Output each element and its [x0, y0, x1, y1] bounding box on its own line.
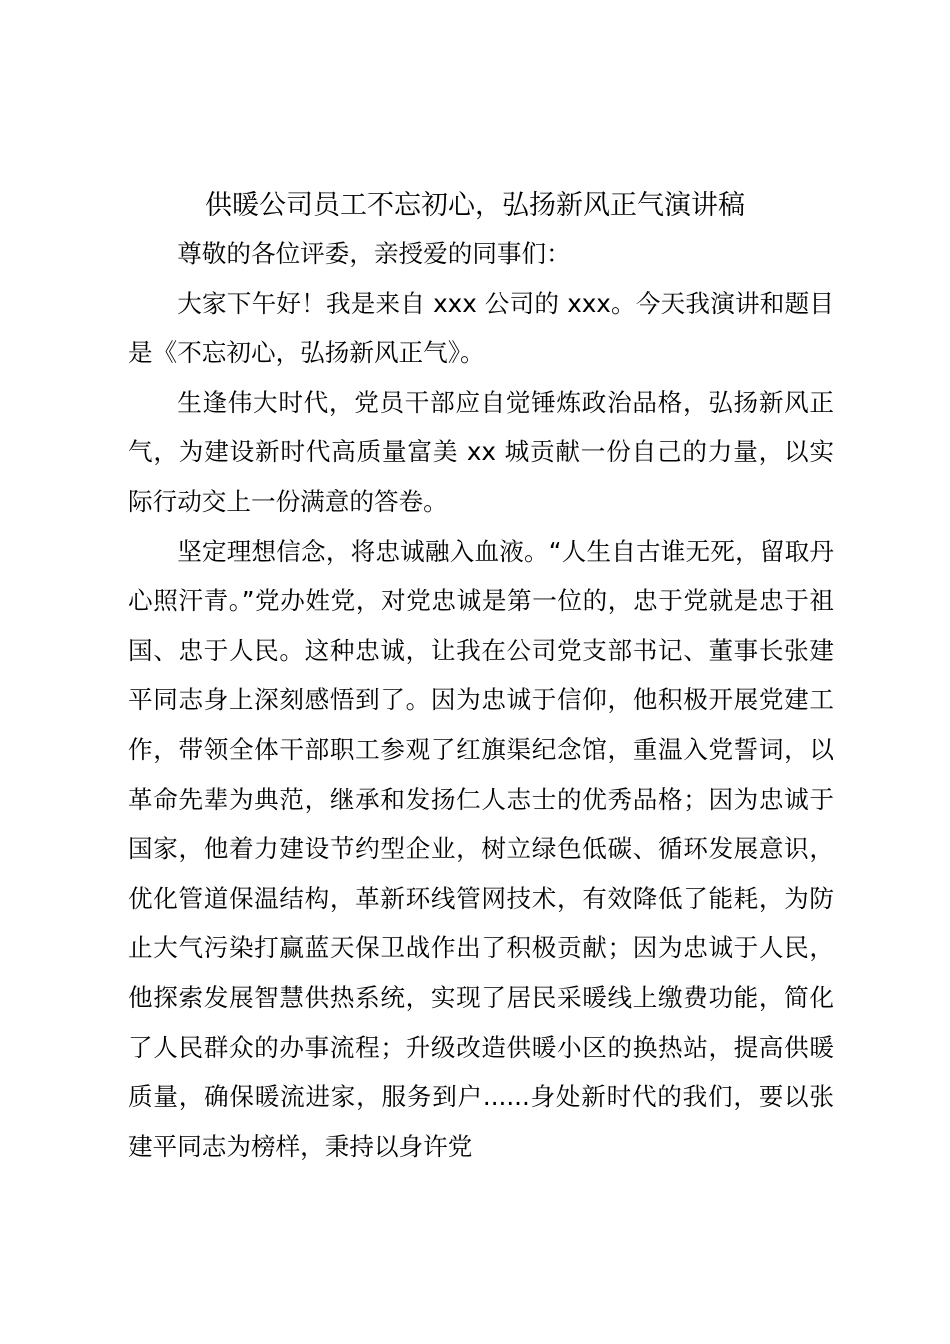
- salutation: 尊敬的各位评委，亲授爱的同事们：: [177, 239, 571, 268]
- paragraph-greeting: 大家下午好！我是来自 xxx 公司的 xxx。今天我演讲和题目是《不忘初心，弘扬新风正气》。: [128, 288, 834, 368]
- document-body: [128, 229, 834, 1171]
- document-title: 供暖公司员工不忘初心，弘扬新风正气演讲稿: [205, 190, 745, 221]
- paragraph-era: 生逢伟大时代，党员干部应自觉锤炼政治品格，弘扬新风正气，为建设新时代高质量富美 xx 城贡献一份自己的力量，以实际行动交上一份满意的答卷。: [128, 387, 834, 516]
- paragraph-loyalty: 坚定理想信念，将忠诚融入血液。“人生自古谁无死，留取丹心照汗青。”党办姓党，对党忠诚是第一位的，忠于党就是忠于祖国、忠于人民。这种忠诚，让我在公司党支部书记、董事长张建平同志身上深刻感悟到了。因为忠诚于信仰，他积极开展党建工作，带领全体干部职工参观了红旗渠纪念馆，重温入党誓词，以革命先辈为典范，继承和发扬仁人志士的优秀品格；因为忠诚于国家，他着力建设节约型企业，树立绿色低碳、循环发展意识，优化管道保温结构，革新环线管网技术，有效降低了能耗，为防止大气污染打赢蓝天保卫战作出了积极贡献；因为忠诚于人民，他探索发展智慧供热系统，实现了居民采暖线上缴费功能，简化了人民群众的办事流程；升级改造供暖小区的换热站，提高供暖质量，确保暖流进家，服务到户......身处新时代的我们，要以张建平同志为榜样，秉持以身许党: [128, 536, 834, 1161]
